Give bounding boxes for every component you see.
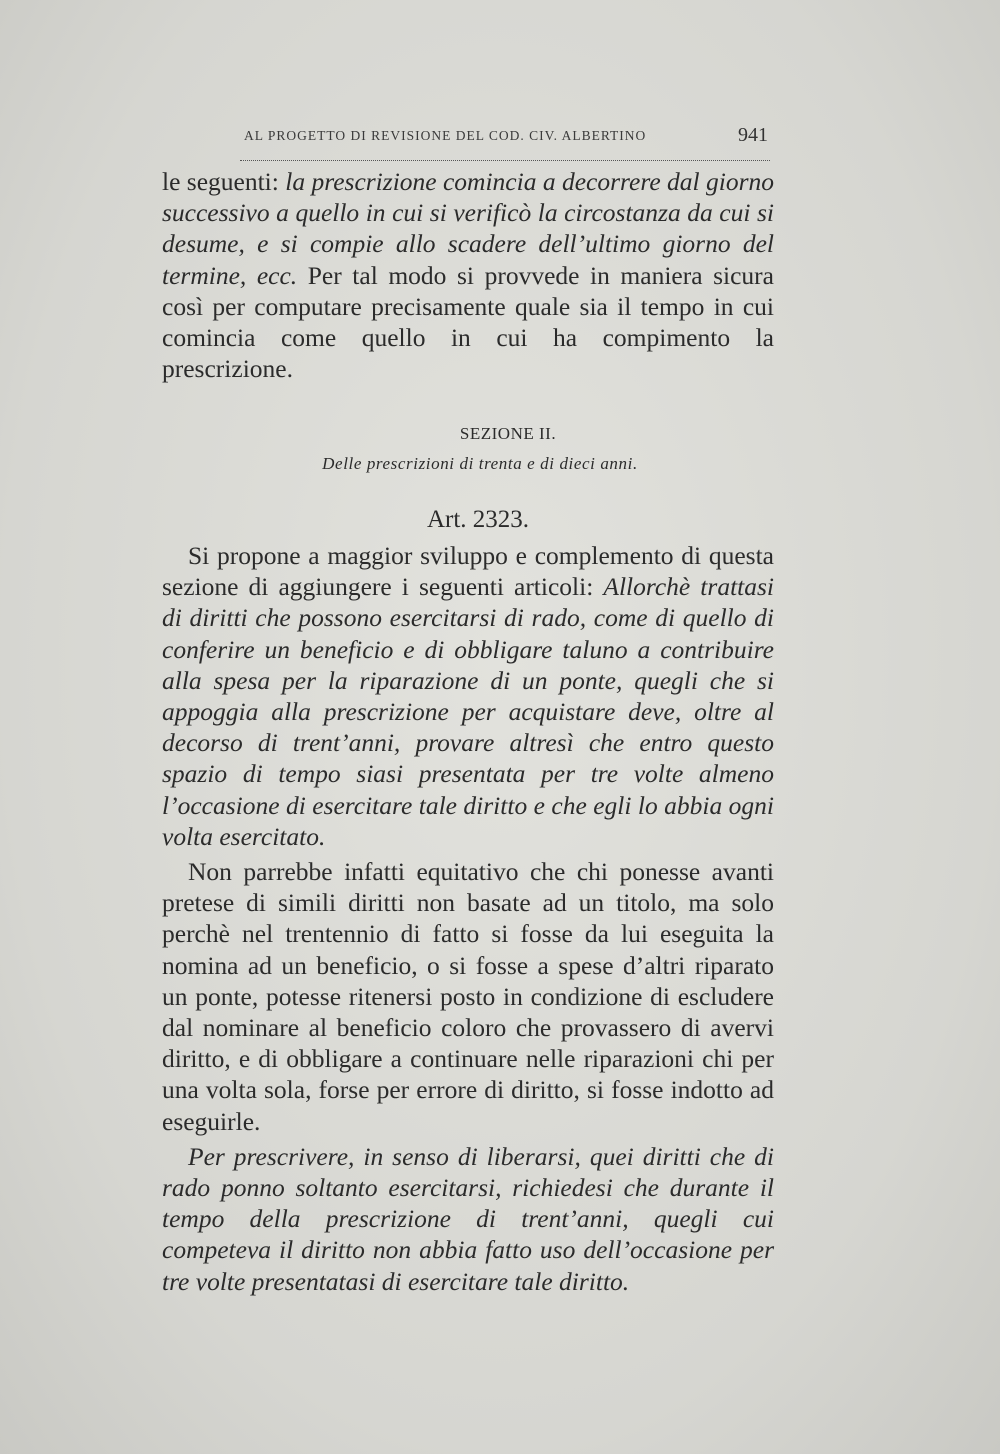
intro-comment: Per tal modo si provvede in maniera sicura così per computare precisamente quale sia il tempo in cui comincia come quello in cui ha compimento la prescrizione. xyxy=(162,260,774,384)
intro-paragraph xyxy=(162,166,774,384)
intro-lead: le seguenti: xyxy=(162,167,286,196)
running-title: AL PROGETTO DI REVISIONE DEL COD. CIV. ALBERTINO xyxy=(244,128,647,143)
article-proposed-text: Allorchè trattasi di diritti che possono esercitarsi di rado, come di quello di conferire un beneficio e di obbligare taluno a contribuire alla spesa per la riparazione di un ponte, quegli che si appoggia alla prescrizione per acquistare deve, oltre al decorso di trent’anni, provare altresì che entro questo spazio di tempo siasi presentata per tre volte almeno l’occasione di esercitare tale diritto e che egli lo abbia ogni volta esercitato. xyxy=(162,572,774,851)
article-paragraph-1 xyxy=(162,540,774,852)
article-paragraph-2: Non parrebbe infatti equitativo che chi ponesse avanti pretese di simili diritti non basate ad un titolo, ma solo perchè nel trentennio di fatto si fosse da lui eseguita la nomina ad un beneficio, o si fosse a spese d’altri riparato un ponte, potesse ritenersi posto in condizione di escludere dal nominare al beneficio coloro che provassero di avervi diritto, e di obbligare a continuare nelle riparazioni chi per una volta sola, forse per errore di diritto, si fosse indotto ad eseguirle. xyxy=(162,857,774,1136)
page-number: 941 xyxy=(738,124,768,146)
article-body xyxy=(162,540,774,1297)
article-proposal: Si propone a maggior sviluppo e complemento di questa sezione di aggiungere i seguenti articoli: xyxy=(162,541,774,602)
section-heading xyxy=(162,424,774,474)
section-subtitle: Delle prescrizioni di trenta e di dieci anni. xyxy=(322,454,638,473)
article-title: Art. 2323. xyxy=(426,506,530,533)
article-paragraph-3: Per prescrivere, in senso di liberarsi, quei diritti che di rado ponno soltanto esercitarsi, richiedesi che durante il tempo della prescrizione di trent’anni, quegli cui competeva il diritto non abbia fatto uso dell’occasione per tre volte presentatasi di esercitare tale diritto. xyxy=(162,1141,774,1296)
intro-text xyxy=(162,166,774,384)
section-title: SEZIONE II. xyxy=(459,424,557,443)
intro-quote: la prescrizione comincia a decorrere dal giorno successivo a quello in cui si verificò la circostanza da cui si desume, e si compie allo scadere dell’ultimo giorno del termine, ecc. xyxy=(162,167,775,290)
page-header xyxy=(240,120,770,161)
